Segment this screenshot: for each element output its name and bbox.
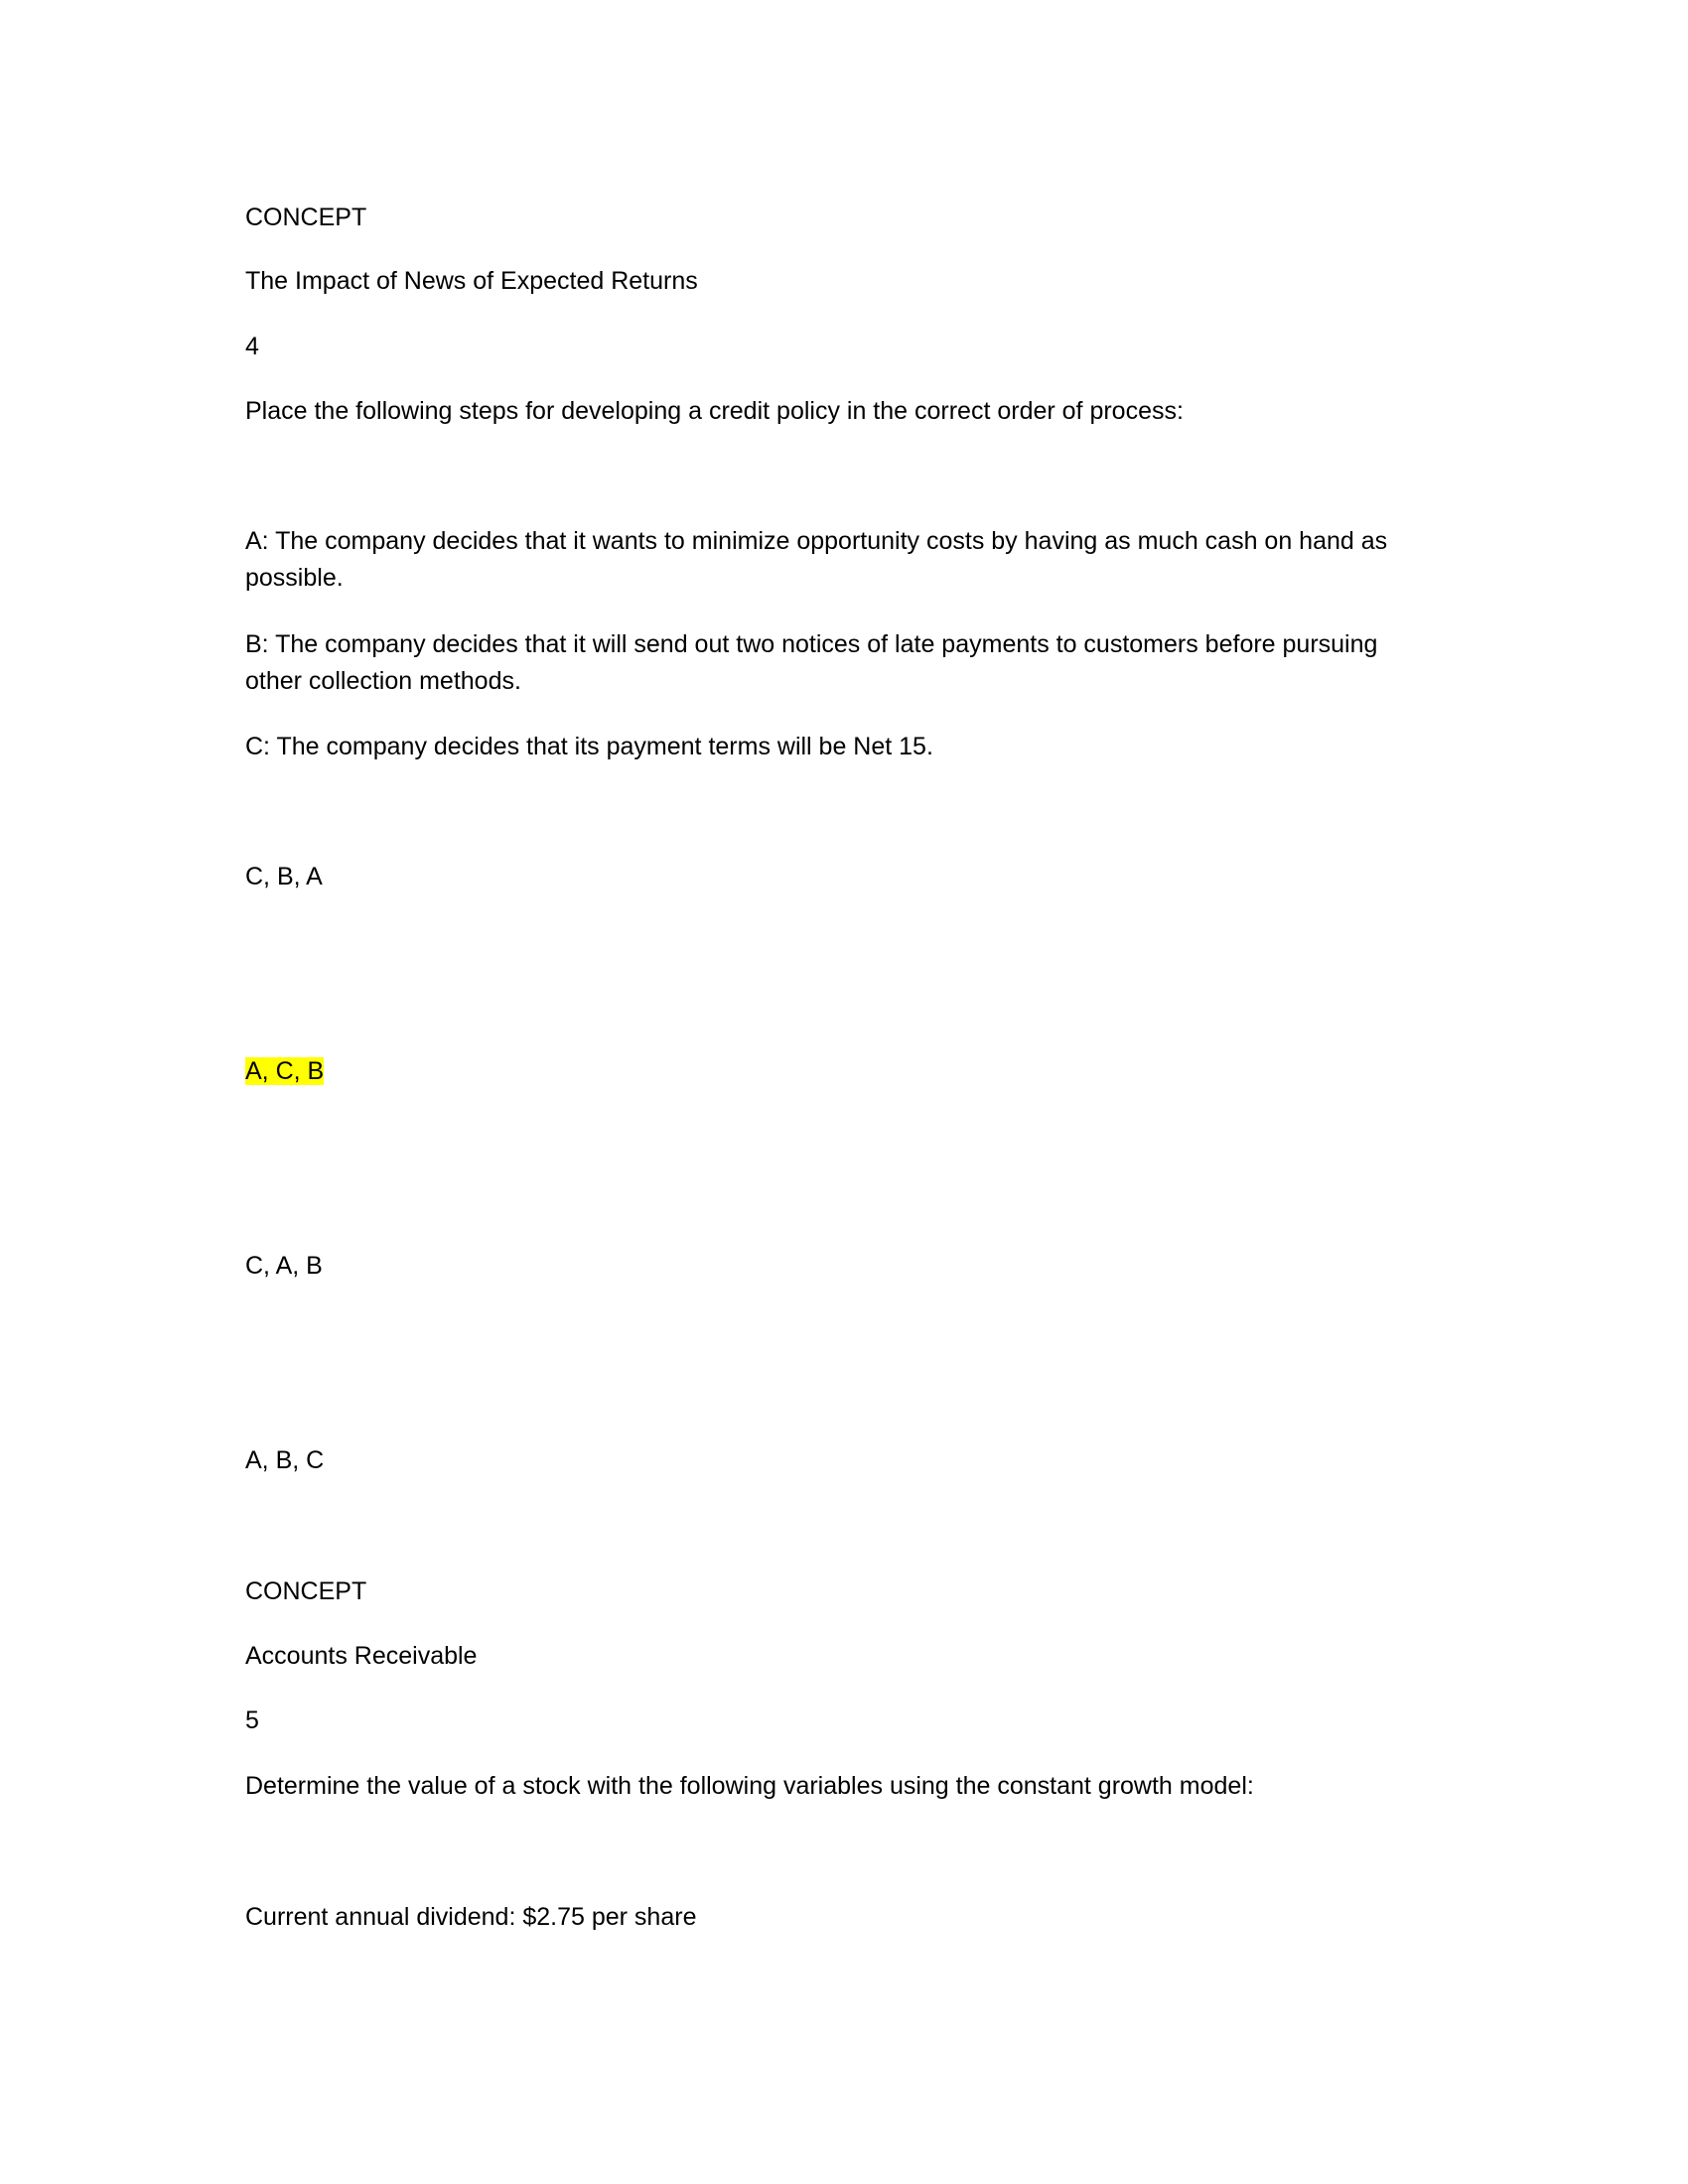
question-number: 5 bbox=[245, 1706, 259, 1734]
statement-b: B: The company decides that it will send out two notices of late payments to customers before pursuing other collection methods. bbox=[245, 630, 1378, 695]
statement-a: A: The company decides that it wants to minimize opportunity costs by having as much cash on hand as possible. bbox=[245, 527, 1388, 592]
question-text: Determine the value of a stock with the following variables using the constant growth model: bbox=[245, 1772, 1254, 1800]
concept-title: The Impact of News of Expected Returns bbox=[245, 267, 698, 295]
concept-label: CONCEPT bbox=[245, 1577, 367, 1605]
question-text: Place the following steps for developing a credit policy in the correct order of process: bbox=[245, 397, 1184, 425]
answer-option-4[interactable]: A, B, C bbox=[245, 1446, 325, 1474]
answer-option-2-selected[interactable] bbox=[245, 1053, 324, 1090]
variable-dividend: Current annual dividend: $2.75 per share bbox=[245, 1903, 697, 1931]
highlighted-answer: A, C, B bbox=[245, 1057, 325, 1085]
answer-option-1[interactable]: C, B, A bbox=[245, 863, 323, 890]
question-number: 4 bbox=[245, 333, 259, 360]
answer-option-3[interactable]: C, A, B bbox=[245, 1252, 323, 1280]
concept-label: CONCEPT bbox=[245, 204, 367, 231]
statement-c: C: The company decides that its payment terms will be Net 15. bbox=[245, 733, 933, 760]
concept-title: Accounts Receivable bbox=[245, 1642, 478, 1670]
